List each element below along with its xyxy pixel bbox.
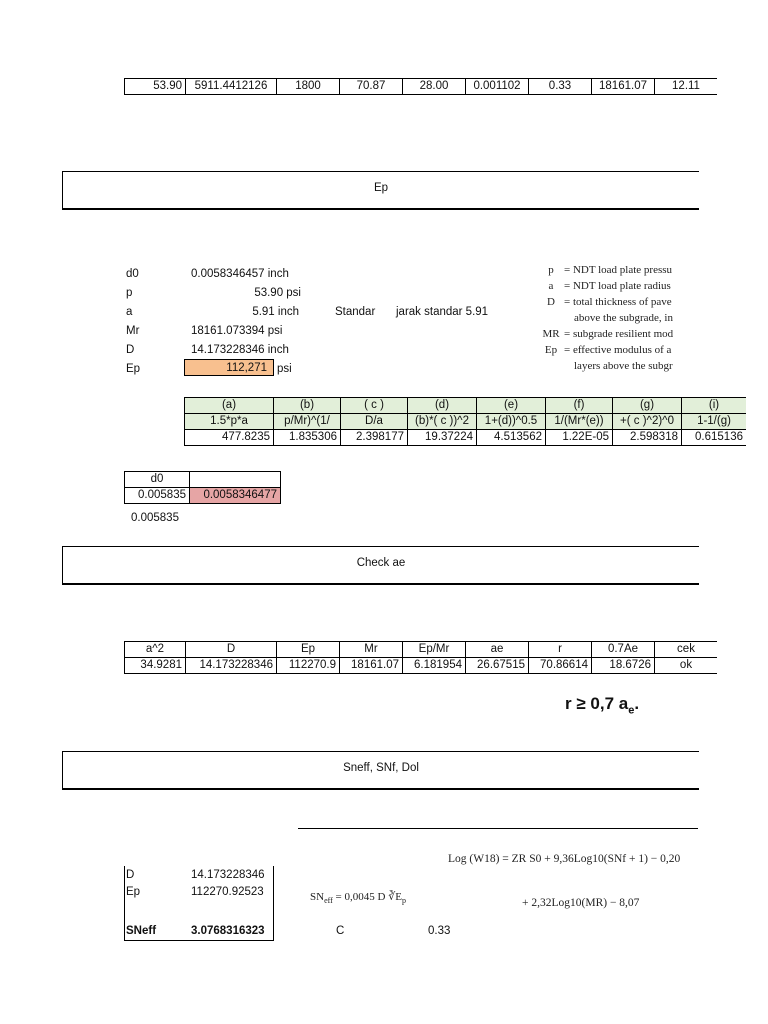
- sneff-ep-label: Ep: [126, 886, 141, 898]
- definition-symbol: Ep: [544, 344, 558, 356]
- d-label: D: [126, 344, 135, 356]
- cell: 5911.4412126: [186, 79, 277, 95]
- definition-text: = NDT load plate radius: [564, 280, 671, 292]
- condition-main: r ≥ 0,7 a: [565, 694, 629, 713]
- top-data-row: [124, 78, 717, 95]
- calc-formula: 1/(Mr*(e)): [546, 414, 613, 430]
- calc-header: (d): [408, 398, 477, 414]
- definition-text: = total thickness of pave: [564, 296, 672, 308]
- ae-header: ae: [466, 642, 529, 658]
- calc-header: (i): [682, 398, 747, 414]
- definition-symbol: p: [548, 264, 554, 276]
- d0-check-value-2: 0.005835: [131, 512, 179, 524]
- ae-header: Mr: [340, 642, 403, 658]
- sneff-label: SNeff: [126, 925, 157, 937]
- calc-header: ( c ): [341, 398, 408, 414]
- section-header-ep: [62, 171, 699, 210]
- calc-formula: p/Mr)^(1/: [274, 414, 341, 430]
- ae-value: 14.173228346: [186, 658, 277, 674]
- calc-value: 4.513562: [477, 430, 546, 446]
- cell: 0.33: [529, 79, 592, 95]
- calc-value: 1.22E-05: [546, 430, 613, 446]
- calc-formula: +( c )^2)^0: [613, 414, 682, 430]
- section-title: Sneff, SNf, Dol: [343, 762, 419, 774]
- ae-value: 18.6726: [592, 658, 655, 674]
- a-label: a: [126, 306, 133, 318]
- sneff-ep-value: 112270.92523: [191, 886, 264, 898]
- mr-value: 18161.073394 psi: [191, 325, 283, 337]
- ep-label: Ep: [126, 363, 141, 375]
- calc-header: (b): [274, 398, 341, 414]
- section-title: Ep: [373, 182, 389, 194]
- formula-rhs: = 0,0045 D ∛E: [332, 891, 402, 903]
- sneff-formula: [310, 890, 406, 905]
- cell: 70.87: [340, 79, 403, 95]
- ep-unit: psi: [277, 363, 292, 375]
- ae-value: 6.181954: [403, 658, 466, 674]
- ep-result-value: 112,271: [226, 362, 267, 374]
- definitions-snippet: [540, 262, 698, 376]
- calc-formula: 1.5*p*a: [185, 414, 274, 430]
- ae-header: cek: [655, 642, 718, 658]
- ae-header: Ep/Mr: [403, 642, 466, 658]
- definition-text: = effective modulus of a: [564, 344, 672, 356]
- section-title: Check ae: [356, 557, 406, 569]
- sneff-value[interactable]: 3.0768316323: [191, 925, 265, 937]
- log-formula-line2: + 2,32Log10(MR) − 8,07: [522, 897, 640, 909]
- calc-formula: 1-1/(g): [682, 414, 747, 430]
- definition-symbol: [540, 358, 562, 374]
- definition-symbol: D: [547, 296, 555, 308]
- calc-header: (g): [613, 398, 682, 414]
- ae-header: D: [186, 642, 277, 658]
- calc-header: (e): [477, 398, 546, 414]
- d0-check-header: d0: [125, 472, 190, 488]
- d0-check-table: [124, 471, 281, 504]
- calc-value: 1.835306: [274, 430, 341, 446]
- cell: 53.90: [125, 79, 186, 95]
- formula-sub: eff: [324, 896, 333, 906]
- d-value: 14.173228346 inch: [191, 344, 289, 356]
- ae-value: 112270.9: [277, 658, 340, 674]
- ep-result-cell[interactable]: [184, 359, 274, 376]
- ae-table: [124, 641, 717, 674]
- formula-sn: SN: [310, 891, 325, 903]
- ae-header: a^2: [125, 642, 186, 658]
- cell: 0.001102: [466, 79, 529, 95]
- definition-symbol: MR: [542, 328, 560, 340]
- cell: 1800: [277, 79, 340, 95]
- definition-text: layers above the subgr: [574, 360, 673, 372]
- d0-value: 0.0058346457 inch: [191, 268, 289, 280]
- cell: 12.11: [655, 79, 718, 95]
- d0-label: d0: [126, 268, 139, 280]
- calc-value: 19.37224: [408, 430, 477, 446]
- formula-rhs-sub: p: [401, 896, 406, 906]
- calc-value: 477.8235: [185, 430, 274, 446]
- section-header-sneff: [62, 751, 699, 790]
- divider: [298, 828, 698, 829]
- definition-text: = subgrade resilient mod: [564, 328, 674, 340]
- ae-value: 34.9281: [125, 658, 186, 674]
- cell: 28.00: [403, 79, 466, 95]
- calc-header: (a): [185, 398, 274, 414]
- p-label: p: [126, 287, 133, 299]
- d0-check-highlight[interactable]: 0.0058346477: [190, 488, 281, 504]
- ae-header: 0.7Ae: [592, 642, 655, 658]
- condition-tail: .: [634, 694, 640, 713]
- condition-subscript: e: [628, 704, 635, 717]
- calc-formula: D/a: [341, 414, 408, 430]
- section-header-check-ae: [62, 546, 699, 585]
- log-formula-line1: Log (W18) = ZR S0 + 9,36Log10(SNf + 1) − 0,20: [448, 853, 681, 865]
- jarak-standar-label: jarak standar 5.91: [396, 306, 489, 318]
- sneff-d-label: D: [126, 869, 135, 881]
- c-label: C: [336, 925, 345, 937]
- ae-header: r: [529, 642, 592, 658]
- c-value: 0.33: [428, 925, 451, 937]
- definition-text: = NDT load plate pressu: [564, 264, 673, 276]
- cell: 18161.07: [592, 79, 655, 95]
- ae-value: ok: [655, 658, 718, 674]
- ae-value: 18161.07: [340, 658, 403, 674]
- p-value: 53.90 psi: [254, 287, 301, 299]
- mr-label: Mr: [126, 325, 140, 337]
- condition-text: [565, 694, 639, 716]
- ae-value: 70.86614: [529, 658, 592, 674]
- sneff-d-value: 14.173228346: [191, 869, 265, 881]
- ae-header: Ep: [277, 642, 340, 658]
- d0-check-empty: [190, 472, 281, 488]
- calc-value: 2.398177: [341, 430, 408, 446]
- calc-value: 2.598318: [613, 430, 682, 446]
- ae-value: 26.67515: [466, 658, 529, 674]
- calc-header: (f): [546, 398, 613, 414]
- a-value: 5.91 inch: [252, 306, 299, 318]
- calc-value: 0.615136: [682, 430, 747, 446]
- definition-text: above the subgrade, in: [574, 312, 673, 324]
- calc-table: [184, 397, 746, 446]
- definition-symbol: a: [548, 280, 554, 292]
- calc-formula: 1+(d))^0.5: [477, 414, 546, 430]
- calc-formula: (b)*( c ))^2: [408, 414, 477, 430]
- definition-symbol: [540, 310, 562, 326]
- d0-check-value: 0.005835: [125, 488, 190, 504]
- standar-label: Standar: [335, 306, 376, 318]
